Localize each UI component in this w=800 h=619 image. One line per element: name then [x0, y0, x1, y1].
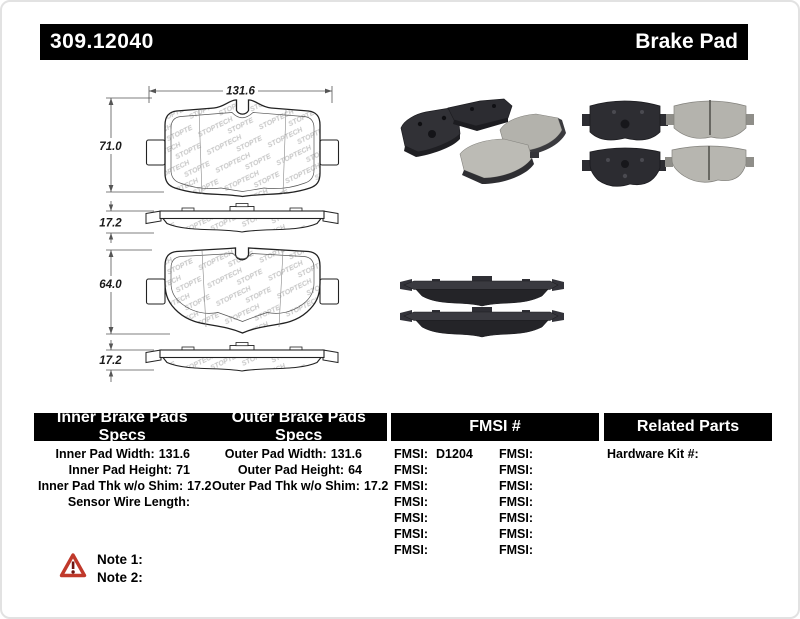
spec-label: Sensor Wire Length: — [67, 495, 190, 509]
pad-photo-back-top — [582, 101, 668, 140]
fmsi-label: FMSI: — [499, 447, 534, 461]
spec-label: Inner Pad Height: — [68, 463, 173, 477]
title-bar — [40, 24, 748, 60]
page-title: Brake Pad — [635, 30, 738, 53]
dim-label-outer-height: 64.0 — [99, 279, 122, 291]
part-number: 309.12040 — [50, 30, 154, 53]
product-photo-grid — [580, 92, 774, 208]
spec-row — [38, 462, 190, 478]
related-part-label: Hardware Kit #: — [607, 447, 699, 461]
fmsi-label: FMSI: — [499, 495, 534, 509]
spec-row — [212, 462, 362, 478]
fmsi-row — [394, 462, 494, 478]
drawing-outer-pad-side — [146, 343, 338, 372]
fmsi-row — [499, 542, 594, 558]
fmsi-row — [394, 542, 494, 558]
inner-specs-title: Inner Brake Pads Specs — [56, 409, 188, 444]
fmsi-row — [394, 446, 494, 462]
fmsi-label: FMSI: — [394, 495, 429, 509]
pad-photo-front-top — [666, 100, 754, 138]
fmsi-label: FMSI: — [499, 527, 534, 541]
pad-photo-dark-left — [401, 108, 460, 157]
fmsi-row — [394, 478, 494, 494]
spec-label: Inner Pad Thk w/o Shim: — [38, 479, 184, 493]
fmsi-label: FMSI: — [499, 463, 534, 477]
spec-value: 17.2 — [363, 479, 389, 493]
spec-value: 64 — [348, 463, 362, 477]
fmsi-value: D1204 — [436, 447, 473, 461]
product-photo-angled-group — [397, 92, 569, 192]
spec-label: Inner Pad Width: — [55, 447, 155, 461]
spec-row — [212, 446, 362, 462]
drawing-inner-pad-front — [147, 100, 339, 197]
fmsi-row — [394, 526, 494, 542]
outer-specs-column — [212, 446, 389, 494]
related-parts-header-bar — [604, 413, 772, 441]
fmsi-label: FMSI: — [499, 479, 534, 493]
note-1-label: Note 1: — [97, 552, 143, 567]
fmsi-row — [499, 446, 594, 462]
fmsi-row — [394, 510, 494, 526]
spec-value: 131.6 — [158, 447, 190, 461]
spec-value: 131.6 — [330, 447, 362, 461]
fmsi-label: FMSI: — [499, 543, 534, 557]
note-2-label: Note 2: — [97, 570, 143, 585]
inner-specs-column — [38, 446, 212, 510]
fmsi-label: FMSI: — [499, 511, 534, 525]
spec-row — [38, 478, 212, 494]
spec-value: 71 — [176, 463, 190, 477]
fmsi-label: FMSI: — [394, 463, 429, 477]
dim-label-inner-thickness: 17.2 — [99, 217, 122, 230]
related-parts-title: Related Parts — [636, 418, 740, 435]
drawing-inner-pad-side — [146, 204, 338, 233]
fmsi-row — [499, 462, 594, 478]
fmsi-title: FMSI # — [469, 418, 521, 435]
fmsi-row — [499, 510, 594, 526]
pad-photo-light-bottom — [460, 139, 539, 184]
spec-label: Outer Pad Width: — [224, 447, 327, 461]
fmsi-row — [499, 478, 594, 494]
fmsi-label: FMSI: — [394, 511, 429, 525]
spec-label: Outer Pad Height: — [237, 463, 345, 477]
fmsi-header-bar — [391, 413, 599, 441]
product-photo-edge-views — [398, 274, 566, 346]
dim-label-inner-width: 131.6 — [226, 85, 255, 98]
dim-label-inner-height: 71.0 — [99, 141, 122, 153]
technical-drawing — [82, 80, 382, 385]
related-part-row — [607, 446, 767, 462]
pad-photo-back-bottom — [582, 148, 666, 186]
spec-label: Outer Pad Thk w/o Shim: — [212, 479, 360, 493]
fmsi-label: FMSI: — [394, 479, 429, 493]
specs-header-bar — [34, 409, 387, 444]
fmsi-row — [499, 494, 594, 510]
warning-triangle-icon — [59, 552, 87, 579]
pad-photo-edge-bottom — [400, 307, 564, 337]
spec-row — [212, 478, 389, 494]
fmsi-column-2 — [499, 446, 594, 558]
related-parts-column — [607, 446, 767, 462]
pad-photo-edge-top — [400, 276, 564, 306]
fmsi-label: FMSI: — [394, 543, 429, 557]
spec-row — [38, 446, 190, 462]
drawing-outer-pad-front — [147, 248, 339, 333]
pad-photo-front-bottom — [665, 146, 754, 182]
spec-row — [38, 494, 190, 510]
fmsi-row — [394, 494, 494, 510]
fmsi-label: FMSI: — [394, 527, 429, 541]
fmsi-column-1 — [394, 446, 494, 558]
dim-label-outer-thickness: 17.2 — [99, 355, 122, 367]
spec-value: 17.2 — [187, 479, 212, 493]
fmsi-label: FMSI: — [394, 447, 429, 461]
outer-specs-title: Outer Brake Pads Specs — [231, 409, 366, 444]
fmsi-row — [499, 526, 594, 542]
